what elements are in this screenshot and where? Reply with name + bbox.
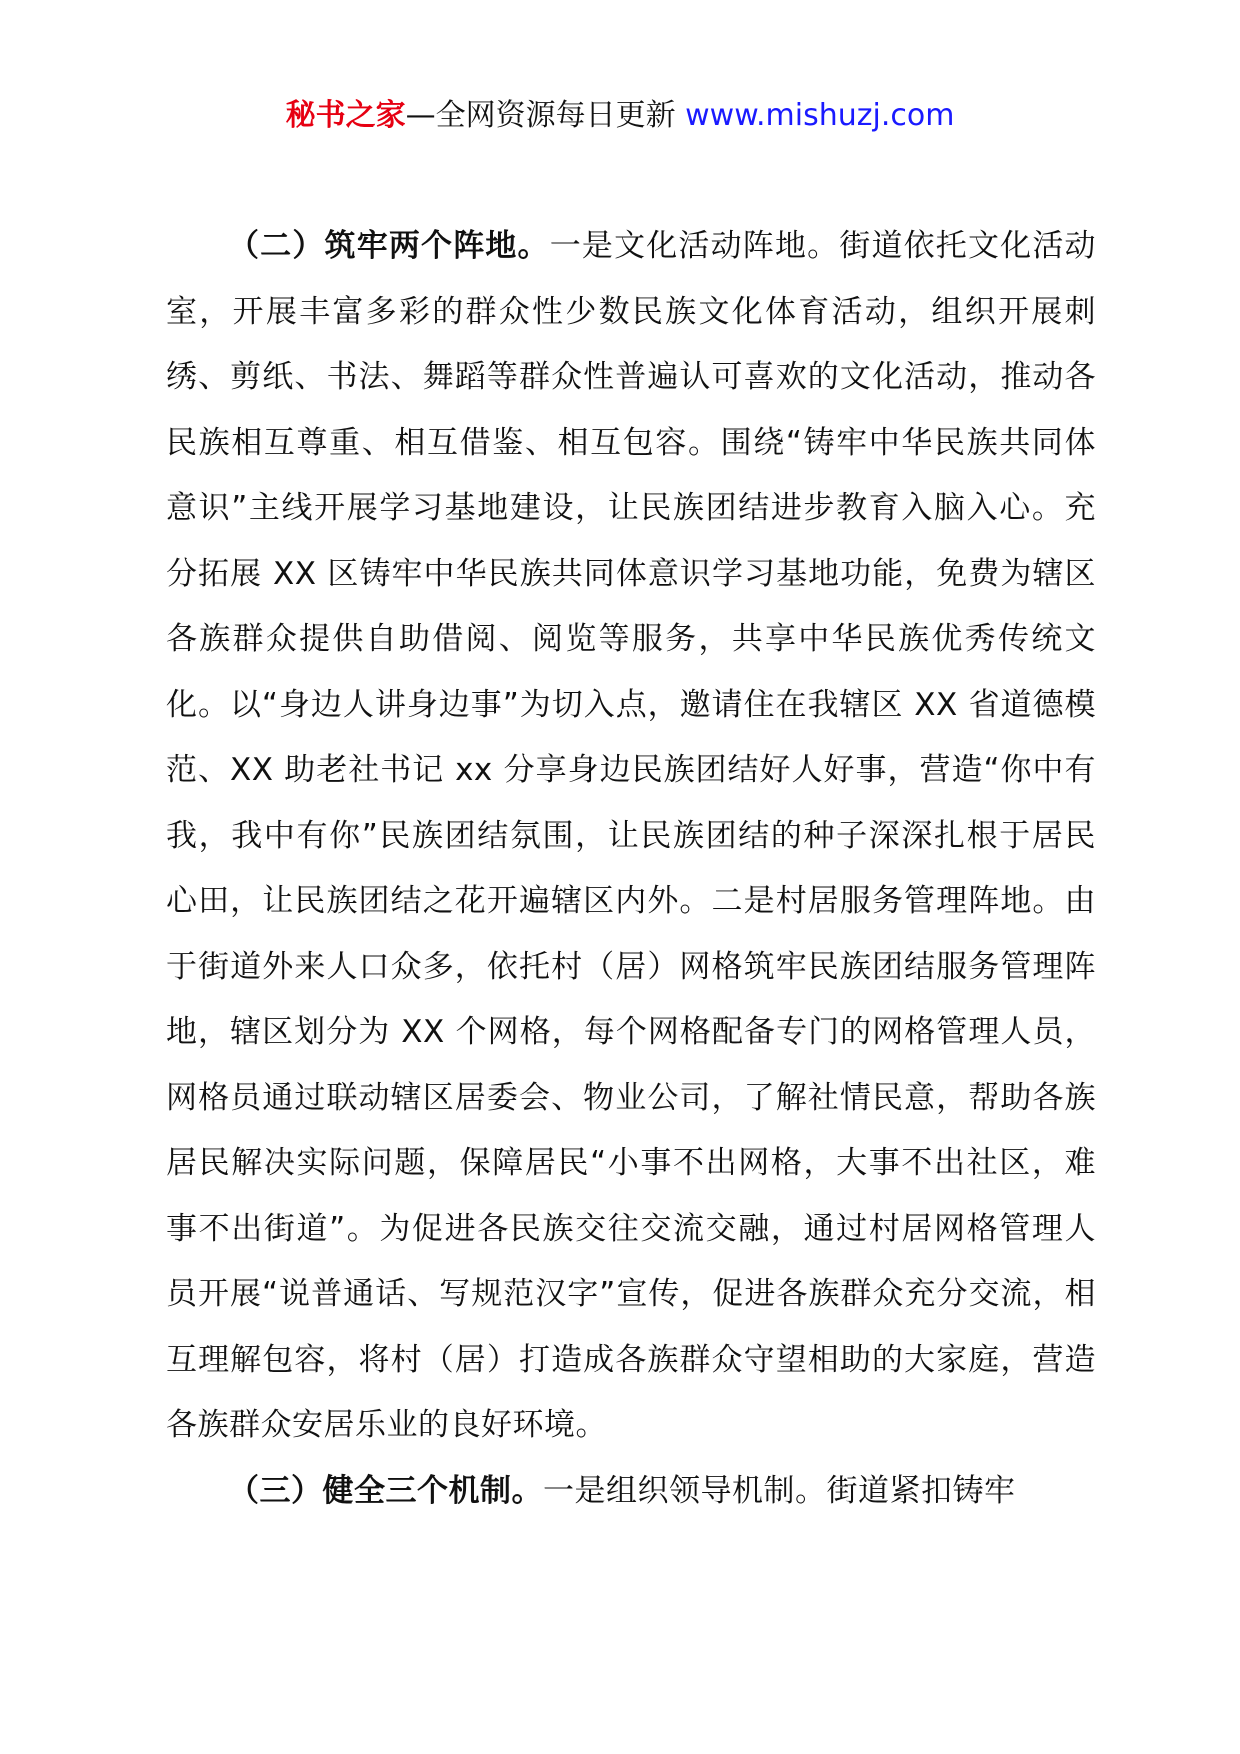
site-url-link[interactable]: www.mishuzj.com: [685, 98, 955, 133]
site-header: [0, 96, 1240, 136]
document-body: [166, 214, 1096, 1524]
section-heading-three: （三）健全三个机制。: [228, 1472, 543, 1509]
paragraph-text: 一是文化活动阵地。街道依托文化活动室，开展丰富多彩的群众性少数民族文化体育活动，组织开展刺绣、剪纸、书法、舞蹈等群众性普遍认可喜欢的文化活动，推动各民族相互尊重、相互借鉴、相互包容。围绕“铸牢中华民族共同体意识”主线开展学习基地建设，让民族团结进步教育入脑入心。充分拓展 XX 区铸牢中华民族共同体意识学习基地功能，免费为辖区各族群众提供自助借阅、阅览等服务，共享中华民族优秀传统文化。以“身边人讲身边事”为切入点，邀请住在我辖区 XX 省道德模范、XX 助老社书记 xx 分享身边民族团结好人好事，营造“你中有我，我中有你”民族团结氛围，让民族团结的种子深深扎根于居民心田，让民族团结之花开遍辖区内外。二是村居服务管理阵地。由于街道外来人口众多，依托村（居）网格筑牢民族团结服务管理阵地，辖区划分为 XX 个网格，每个网格配备专门的网格管理人员，网格员通过联动辖区居委会、物业公司，了解社情民意，帮助各族居民解决实际问题，保障居民“小事不出网格，大事不出社区，难事不出街道”。为促进各民族交往交流交融，通过村居网格管理人员开展“说普通话、写规范汉字”宣传，促进各族群众充分交流，相互理解包容，将村（居）打造成各族群众守望相助的大家庭，营造各族群众安居乐业的良好环境。: [166, 228, 1097, 1443]
paragraph-text: 一是组织领导机制。街道紧扣铸牢: [543, 1472, 1016, 1509]
paragraph-three-mechanisms: [166, 1459, 1096, 1525]
section-heading-two: （二）筑牢两个阵地。: [228, 228, 550, 264]
header-tagline: —全网资源每日更新: [405, 98, 686, 133]
paragraph-two-positions: [166, 214, 1096, 1459]
brand-name: 秘书之家: [285, 98, 406, 133]
